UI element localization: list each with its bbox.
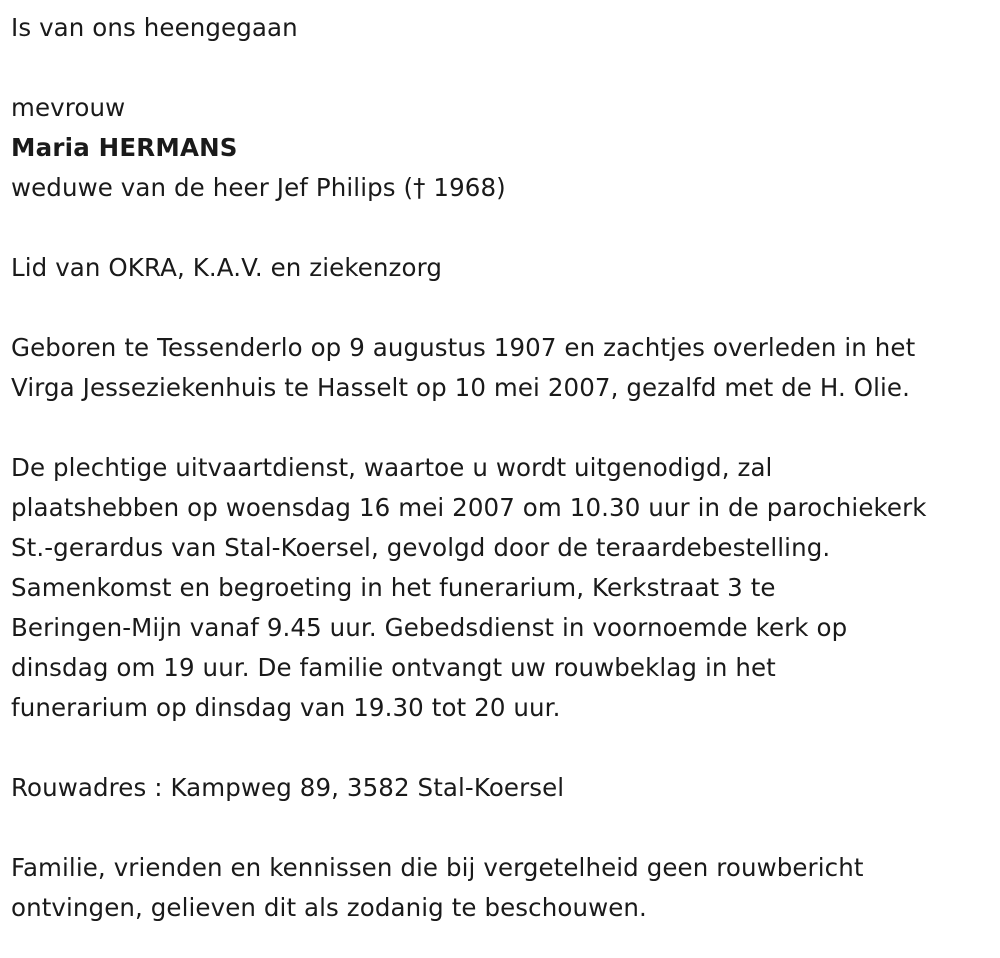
- spacer: [11, 808, 996, 848]
- funeral-paragraph: [11, 448, 996, 728]
- membership-text: Lid van OKRA, K.A.V. en ziekenzorg: [11, 253, 442, 282]
- intro-text: Is van ons heengegaan: [11, 13, 298, 42]
- spacer: [11, 728, 996, 768]
- mourning-address: Rouwadres : Kampweg 89, 3582 Stal-Koersel: [11, 773, 565, 802]
- spacer: [11, 48, 996, 88]
- spacer: [11, 408, 996, 448]
- paragraph-line: St.-gerardus van Stal-Koersel, gevolgd door de teraardebestelling.: [11, 533, 831, 562]
- closing-paragraph: [11, 848, 996, 928]
- paragraph-line: Beringen-Mijn vanaf 9.45 uur. Gebedsdienst in voornoemde kerk op: [11, 613, 848, 642]
- paragraph-line: dinsdag om 19 uur. De familie ontvangt uw rouwbeklag in het: [11, 653, 776, 682]
- widow-line: weduwe van de heer Jef Philips († 1968): [11, 173, 506, 202]
- spacer: [11, 208, 996, 248]
- paragraph-line: De plechtige uitvaartdienst, waartoe u wordt uitgenodigd, zal: [11, 453, 773, 482]
- paragraph-line: Virga Jesseziekenhuis te Hasselt op 10 mei 2007, gezalfd met de H. Olie.: [11, 373, 910, 402]
- deceased-name: Maria HERMANS: [11, 133, 238, 162]
- paragraph-line: plaatshebben op woensdag 16 mei 2007 om 10.30 uur in de parochiekerk: [11, 493, 927, 522]
- paragraph-line: ontvingen, gelieven dit als zodanig te beschouwen.: [11, 893, 647, 922]
- obituary-notice: [11, 8, 996, 928]
- paragraph-line: Samenkomst en begroeting in het funerarium, Kerkstraat 3 te: [11, 573, 776, 602]
- birth-death-paragraph: [11, 328, 996, 408]
- paragraph-line: Familie, vrienden en kennissen die bij vergetelheid geen rouwbericht: [11, 853, 864, 882]
- paragraph-line: funerarium op dinsdag van 19.30 tot 20 uur.: [11, 693, 561, 722]
- title-prefix: mevrouw: [11, 93, 126, 122]
- paragraph-line: Geboren te Tessenderlo op 9 augustus 1907 en zachtjes overleden in het: [11, 333, 916, 362]
- spacer: [11, 288, 996, 328]
